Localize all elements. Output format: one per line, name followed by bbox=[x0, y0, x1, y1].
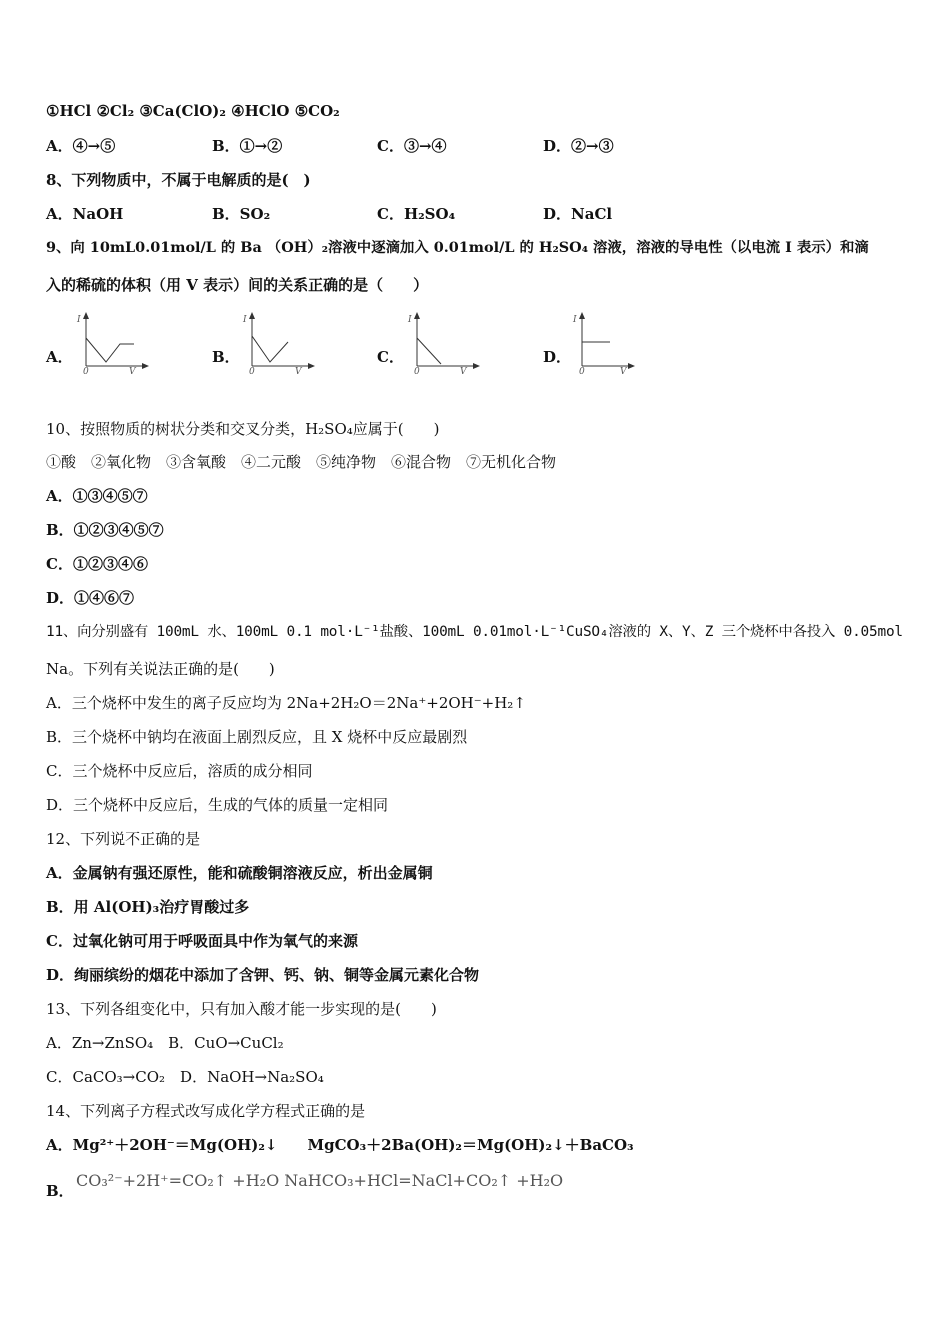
q12-option-d[interactable]: D．绚丽缤纷的烟花中添加了含钾、钙、钠、铜等金属元素化合物 bbox=[46, 966, 480, 984]
q9-graph-b bbox=[238, 310, 318, 376]
q12-stem: 12、下列说不正确的是 bbox=[46, 830, 201, 848]
q10-option-a[interactable]: A．①③④⑤⑦ bbox=[46, 487, 148, 505]
q9-stem-line1: 9、向 10mL0.01mol/L 的 Ba （OH）₂溶液中逐滴加入 0.01mol/L 的 H₂SO₄ 溶液，溶液的导电性（以电流 I 表示）和滴 bbox=[46, 239, 869, 256]
axis-i-label: I bbox=[573, 315, 577, 325]
q7-option-a[interactable]: A．④→⑤ bbox=[46, 137, 116, 155]
q13-stem: 13、下列各组变化中，只有加入酸才能一步实现的是( ) bbox=[46, 1000, 437, 1018]
q11-stem-line2: Na。下列有关说法正确的是( ) bbox=[46, 660, 275, 678]
q11-option-a[interactable]: A．三个烧杯中发生的离子反应均为 2Na+2H₂O＝2Na⁺+2OH⁻+H₂↑ bbox=[46, 694, 526, 712]
q10-items: ①酸 ②氧化物 ③含氧酸 ④二元酸 ⑤纯净物 ⑥混合物 ⑦无机化合物 bbox=[46, 453, 557, 471]
q10-option-c[interactable]: C．①②③④⑥ bbox=[46, 555, 148, 573]
q12-option-b[interactable]: B．用 Al(OH)₃治疗胃酸过多 bbox=[46, 898, 250, 916]
q9-option-a[interactable]: A． bbox=[46, 348, 73, 366]
axis-i-label: I bbox=[408, 315, 412, 325]
q14-option-b-label[interactable]: B． bbox=[46, 1182, 74, 1200]
q14-option-a[interactable]: A．Mg²⁺＋2OH⁻＝Mg(OH)₂↓ MgCO₃＋2Ba(OH)₂＝Mg(OH)₂↓＋BaCO₃ bbox=[46, 1136, 634, 1154]
axis-i-label: I bbox=[243, 315, 247, 325]
origin-label: 0 bbox=[414, 367, 420, 376]
axis-v-label: V bbox=[620, 367, 627, 376]
axis-v-label: V bbox=[129, 367, 136, 376]
q9-option-b[interactable]: B． bbox=[212, 348, 240, 366]
axis-v-label: V bbox=[295, 367, 302, 376]
q11-option-c[interactable]: C．三个烧杯中反应后，溶质的成分相同 bbox=[46, 762, 313, 780]
q10-option-b[interactable]: B．①②③④⑤⑦ bbox=[46, 521, 164, 539]
q13-options-cd[interactable]: C．CaCO₃→CO₂ D．NaOH→Na₂SO₄ bbox=[46, 1068, 324, 1086]
q12-option-c[interactable]: C．过氧化钠可用于呼吸面具中作为氧气的来源 bbox=[46, 932, 358, 950]
q9-graph-d bbox=[568, 310, 648, 376]
q9-stem-line2: 入的稀硫的体积（用 V 表示）间的关系正确的是（ ） bbox=[46, 276, 429, 294]
axis-v-label: V bbox=[460, 367, 467, 376]
q7-option-b[interactable]: B．①→② bbox=[212, 137, 283, 155]
axis-i-label: I bbox=[77, 315, 81, 325]
q7-option-c[interactable]: C．③→④ bbox=[377, 137, 447, 155]
q8-option-b[interactable]: B．SO₂ bbox=[212, 205, 271, 223]
q9-graph-a bbox=[72, 310, 152, 376]
q7-option-d[interactable]: D．②→③ bbox=[543, 137, 614, 155]
q14-option-b-formula: CO₃²⁻+2H⁺=CO₂↑ +H₂O NaHCO₃+HCl=NaCl+CO₂↑ +H₂O bbox=[76, 1171, 564, 1190]
q13-options-ab[interactable]: A．Zn→ZnSO₄ B．CuO→CuCl₂ bbox=[46, 1034, 284, 1052]
q9-graph-c bbox=[403, 310, 483, 376]
origin-label: 0 bbox=[579, 367, 585, 376]
q8-option-c[interactable]: C．H₂SO₄ bbox=[377, 205, 456, 223]
q9-option-d[interactable]: D． bbox=[543, 348, 572, 366]
q10-stem: 10、按照物质的树状分类和交叉分类，H₂SO₄应属于( ) bbox=[46, 420, 440, 438]
origin-label: 0 bbox=[83, 367, 89, 376]
q11-option-b[interactable]: B．三个烧杯中钠均在液面上剧烈反应，且 X 烧杯中反应最剧烈 bbox=[46, 728, 468, 746]
q8-option-a[interactable]: A．NaOH bbox=[46, 205, 124, 223]
q14-stem: 14、下列离子方程式改写成化学方程式正确的是 bbox=[46, 1102, 366, 1120]
q12-option-a[interactable]: A．金属钠有强还原性，能和硫酸铜溶液反应，析出金属铜 bbox=[46, 864, 433, 882]
q10-option-d[interactable]: D．①④⑥⑦ bbox=[46, 589, 135, 607]
q11-option-d[interactable]: D．三个烧杯中反应后，生成的气体的质量一定相同 bbox=[46, 796, 389, 814]
q7-items: ①HCl ②Cl₂ ③Ca(ClO)₂ ④HClO ⑤CO₂ bbox=[46, 102, 340, 120]
q9-option-c[interactable]: C． bbox=[377, 348, 404, 366]
q8-option-d[interactable]: D．NaCl bbox=[543, 205, 613, 223]
origin-label: 0 bbox=[249, 367, 255, 376]
q8-stem: 8、下列物质中，不属于电解质的是( ) bbox=[46, 171, 311, 189]
q11-stem-line1: 11、向分别盛有 100mL 水、100mL 0.1 mol·L⁻¹盐酸、100mL 0.01mol·L⁻¹CuSO₄溶液的 X、Y、Z 三个烧杯中各投入 0.05mol bbox=[46, 624, 903, 640]
